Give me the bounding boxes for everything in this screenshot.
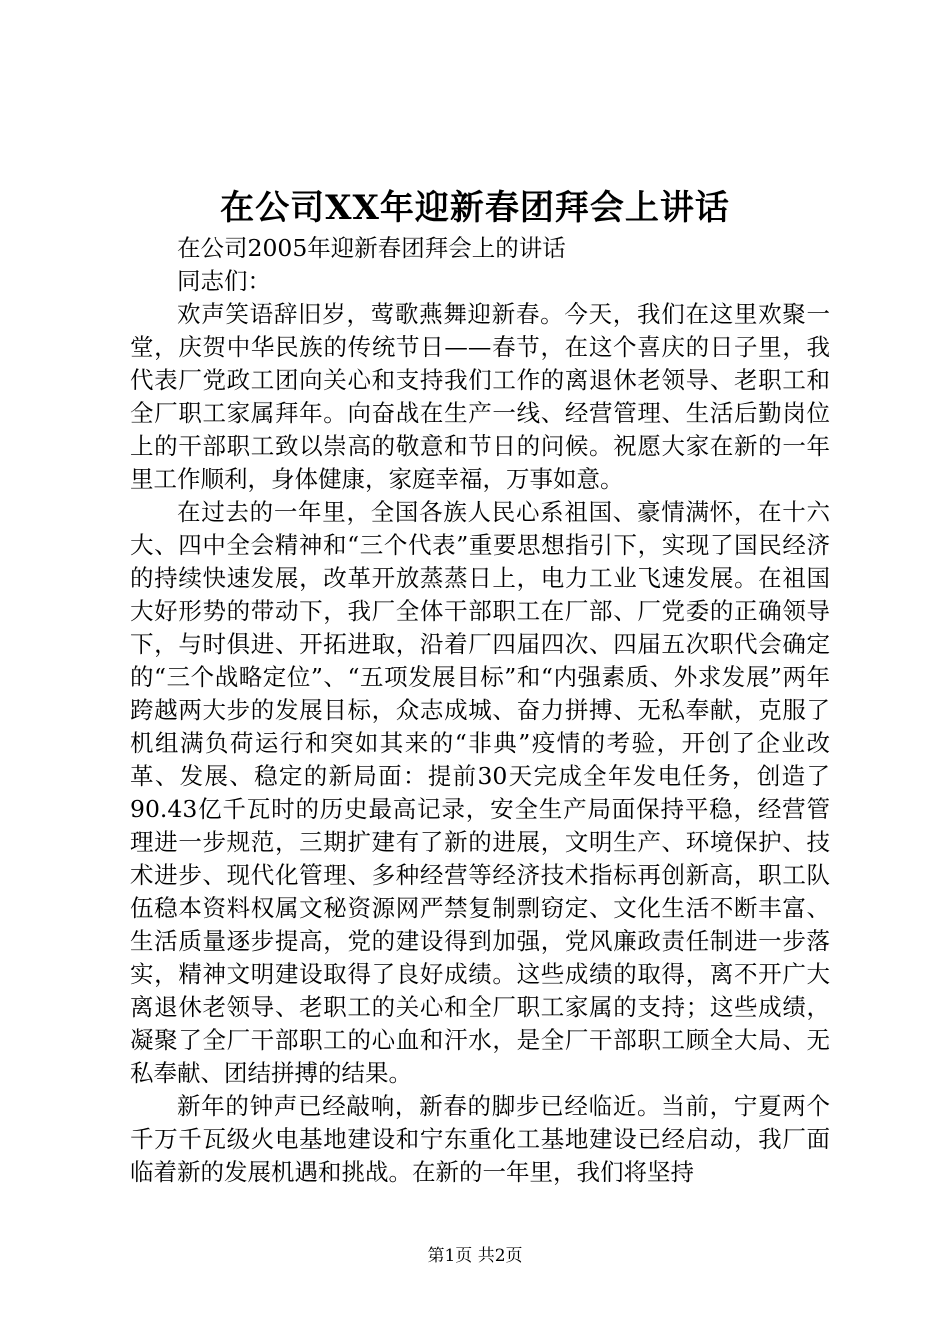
document-title: 在公司XX年迎新春团拜会上讲话 (220, 188, 730, 228)
subtitle-line: 在公司2005年迎新春团拜会上的讲话 (177, 234, 566, 262)
paragraph-1: 欢声笑语辞旧岁，莺歌燕舞迎新春。今天，我们在这里欢聚一堂，庆贺中华民族的传统节日——春节，在这个喜庆的日子里，我代表厂党政工团向关心和支持我们工作的离退休老领导、老职工和全厂职工家属拜年。向奋战在生产一线、经营管理、生活后勤岗位上的干部职工致以崇高的敬意和节日的问候。祝愿大家在新的一年里工作顺利，身体健康，家庭幸福，万事如意。 (130, 300, 830, 493)
paragraph-3: 新年的钟声已经敲响，新春的脚步已经临近。当前，宁夏两个千万千瓦级火电基地建设和宁东重化工基地建设已经启动，我厂面临着新的发展机遇和挑战。在新的一年里，我们将坚持 (130, 1092, 830, 1186)
paragraph-2: 在过去的一年里，全国各族人民心系祖国、豪情满怀，在十六大、四中全会精神和“三个代表”重要思想指引下，实现了国民经济的持续快速发展，改革开放蒸蒸日上，电力工业飞速发展。在祖国大好形势的带动下，我厂全体干部职工在厂部、厂党委的正确领导下，与时俱进、开拓进取，沿着厂四届四次、四届五次职代会确定的“三个战略定位”、“五项发展目标”和“内强素质、外求发展”两年跨越两大步的发展目标，众志成城、奋力拼搏、无私奉献，克服了机组满负荷运行和突如其来的“非典”疫情的考验，开创了企业改革、发展、稳定的新局面：提前30天完成全年发电任务，创造了90.43亿千瓦时的历史最高记录，安全生产局面保持平稳，经营管理进一步规范，三期扩建有了新的进展，文明生产、环境保护、技术进步、现代化管理、多种经营等经济技术指标再创新高，职工队伍稳本资料权属文秘资源网严禁复制剽窃定、文化生活不断丰富、生活质量逐步提高，党的建设得到加强，党风廉政责任制进一步落实，精神文明建设取得了良好成绩。这些成绩的取得，离不开广大离退休老领导、老职工的关心和全厂职工家属的支持；这些成绩，凝聚了全厂干部职工的心血和汗水，是全厂干部职工顾全大局、无私奉献、团结拼搏的结果。 (130, 498, 830, 1087)
salutation: 同志们： (177, 267, 271, 295)
document-body (130, 232, 830, 1189)
page-number: 第1页 共2页 (427, 1246, 523, 1266)
